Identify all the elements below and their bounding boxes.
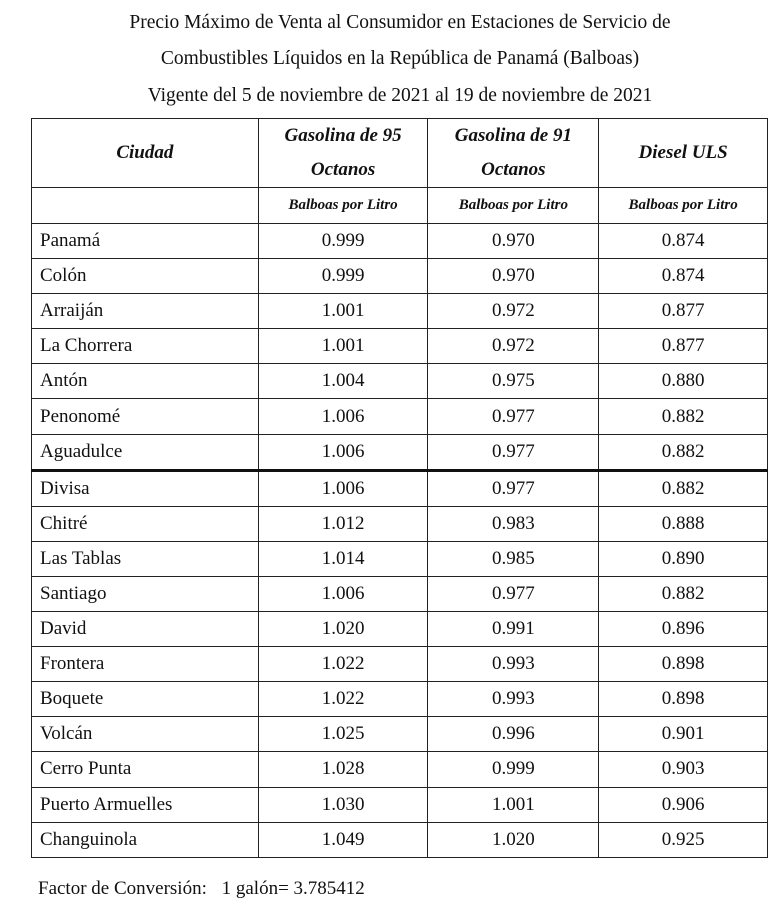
header-row xyxy=(32,119,768,188)
cell-diesel: 0.901 xyxy=(599,717,768,752)
cell-gas91: 0.996 xyxy=(428,717,599,752)
cell-diesel: 0.882 xyxy=(599,470,768,506)
conversion-factor xyxy=(38,878,375,900)
cell-gas95: 1.012 xyxy=(258,506,428,541)
table-row xyxy=(32,470,768,506)
unit-gas95: Balboas por Litro xyxy=(258,188,428,224)
cell-city: Aguadulce xyxy=(32,434,259,470)
cell-gas91: 0.970 xyxy=(428,259,599,294)
table-row xyxy=(32,541,768,576)
cell-gas91: 0.993 xyxy=(428,647,599,682)
table-row xyxy=(32,506,768,541)
cell-gas91: 0.993 xyxy=(428,682,599,717)
cell-gas91: 1.001 xyxy=(428,787,599,822)
table-row xyxy=(32,399,768,434)
conversion-label: Factor de Conversión: xyxy=(38,878,207,899)
header-diesel: Diesel ULS xyxy=(599,119,768,188)
cell-city: Frontera xyxy=(32,647,259,682)
cell-diesel: 0.882 xyxy=(599,434,768,470)
cell-gas95: 1.022 xyxy=(258,682,428,717)
cell-gas95: 0.999 xyxy=(258,224,428,259)
cell-city: Panamá xyxy=(32,224,259,259)
table-row xyxy=(32,822,768,857)
cell-city: Antón xyxy=(32,364,259,399)
fuel-price-table xyxy=(31,118,768,858)
cell-gas91: 0.977 xyxy=(428,399,599,434)
cell-gas91: 0.972 xyxy=(428,294,599,329)
cell-diesel: 0.890 xyxy=(599,541,768,576)
cell-city: Volcán xyxy=(32,717,259,752)
cell-city: Changuinola xyxy=(32,822,259,857)
table-row xyxy=(32,647,768,682)
cell-gas95: 1.022 xyxy=(258,647,428,682)
cell-diesel: 0.882 xyxy=(599,576,768,611)
cell-diesel: 0.882 xyxy=(599,399,768,434)
cell-gas91: 1.020 xyxy=(428,822,599,857)
cell-city: Santiago xyxy=(32,576,259,611)
cell-diesel: 0.925 xyxy=(599,822,768,857)
cell-gas95: 1.025 xyxy=(258,717,428,752)
table-row xyxy=(32,294,768,329)
cell-gas95: 1.020 xyxy=(258,612,428,647)
cell-city: Boquete xyxy=(32,682,259,717)
table-row xyxy=(32,259,768,294)
header-gas91: Gasolina de 91 Octanos xyxy=(428,119,599,188)
cell-gas91: 0.985 xyxy=(428,541,599,576)
cell-gas95: 0.999 xyxy=(258,259,428,294)
unit-diesel: Balboas por Litro xyxy=(599,188,768,224)
cell-city: David xyxy=(32,612,259,647)
cell-gas95: 1.004 xyxy=(258,364,428,399)
table-row xyxy=(32,364,768,399)
cell-gas91: 0.975 xyxy=(428,364,599,399)
cell-gas91: 0.999 xyxy=(428,752,599,787)
cell-diesel: 0.877 xyxy=(599,294,768,329)
cell-gas95: 1.006 xyxy=(258,434,428,470)
cell-city: Las Tablas xyxy=(32,541,259,576)
table-row xyxy=(32,787,768,822)
unit-gas91: Balboas por Litro xyxy=(428,188,599,224)
cell-gas95: 1.049 xyxy=(258,822,428,857)
header-ciudad: Ciudad xyxy=(32,119,259,188)
cell-gas91: 0.972 xyxy=(428,329,599,364)
cell-gas91: 0.977 xyxy=(428,470,599,506)
unit-empty xyxy=(32,188,259,224)
table-row xyxy=(32,329,768,364)
table-row xyxy=(32,576,768,611)
cell-gas95: 1.030 xyxy=(258,787,428,822)
cell-gas95: 1.014 xyxy=(258,541,428,576)
table-row xyxy=(32,224,768,259)
cell-city: Penonomé xyxy=(32,399,259,434)
cell-gas91: 0.977 xyxy=(428,576,599,611)
table-row xyxy=(32,682,768,717)
cell-gas91: 0.983 xyxy=(428,506,599,541)
table-row xyxy=(32,434,768,470)
cell-diesel: 0.906 xyxy=(599,787,768,822)
cell-gas95: 1.028 xyxy=(258,752,428,787)
cell-gas95: 1.006 xyxy=(258,470,428,506)
header-gas95: Gasolina de 95 Octanos xyxy=(258,119,428,188)
conversion-value: 1 galón= 3.785412 xyxy=(221,878,365,899)
cell-gas95: 1.006 xyxy=(258,399,428,434)
table-row xyxy=(32,717,768,752)
cell-city: Cerro Punta xyxy=(32,752,259,787)
cell-city: Arraiján xyxy=(32,294,259,329)
cell-diesel: 0.874 xyxy=(599,224,768,259)
cell-diesel: 0.880 xyxy=(599,364,768,399)
cell-gas91: 0.977 xyxy=(428,434,599,470)
cell-diesel: 0.898 xyxy=(599,647,768,682)
cell-diesel: 0.903 xyxy=(599,752,768,787)
title-line-3: Vigente del 5 de noviembre de 2021 al 19 de noviembre de 2021 xyxy=(147,85,653,106)
cell-diesel: 0.896 xyxy=(599,612,768,647)
cell-diesel: 0.898 xyxy=(599,682,768,717)
table-row xyxy=(32,752,768,787)
cell-city: Divisa xyxy=(32,470,259,506)
cell-gas95: 1.006 xyxy=(258,576,428,611)
cell-city: Chitré xyxy=(32,506,259,541)
cell-diesel: 0.874 xyxy=(599,259,768,294)
cell-diesel: 0.888 xyxy=(599,506,768,541)
cell-gas91: 0.991 xyxy=(428,612,599,647)
cell-diesel: 0.877 xyxy=(599,329,768,364)
cell-city: Colón xyxy=(32,259,259,294)
units-row xyxy=(32,188,768,224)
cell-gas95: 1.001 xyxy=(258,329,428,364)
title-line-2: Combustibles Líquidos en la República de Panamá (Balboas) xyxy=(160,48,640,69)
cell-gas91: 0.970 xyxy=(428,224,599,259)
cell-city: La Chorrera xyxy=(32,329,259,364)
title-line-1: Precio Máximo de Venta al Consumidor en Estaciones de Servicio de xyxy=(129,12,671,33)
cell-gas95: 1.001 xyxy=(258,294,428,329)
cell-city: Puerto Armuelles xyxy=(32,787,259,822)
table-row xyxy=(32,612,768,647)
